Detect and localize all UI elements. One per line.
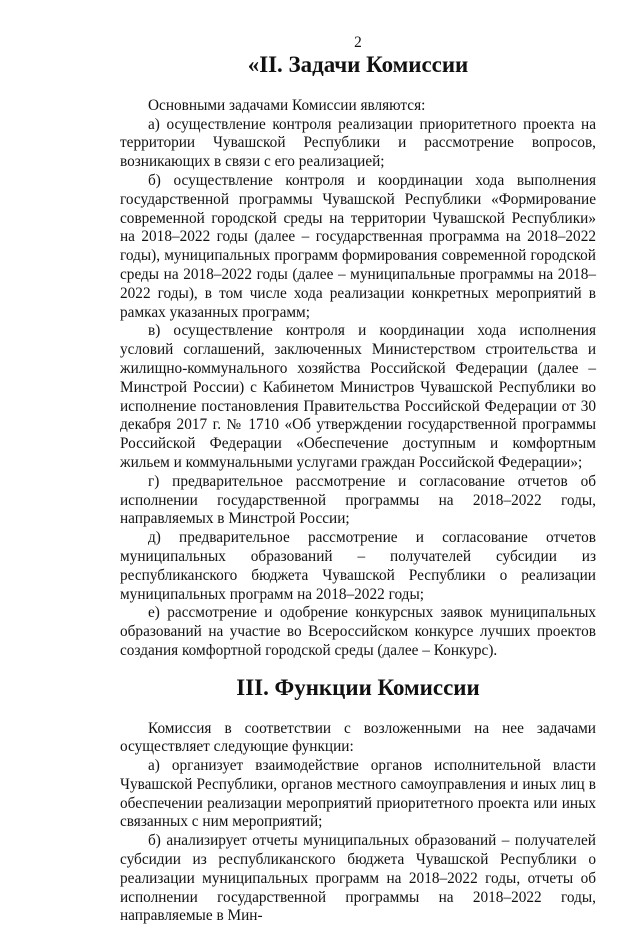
- section-2-item-a: а) осуществление контроля реализации приоритетного проекта на территории Чувашской Республики и рассмотрение вопросов, возникающих в связи с его реализацией;: [120, 115, 596, 171]
- section-2-item-d: д) предварительное рассмотрение и согласование отчетов муниципальных образований – получателей субсидии из республиканского бюджета Чувашской Республики о реализации муниципальных программ на 2018–2022 годы;: [120, 529, 596, 603]
- section-3-intro: Комиссия в соответствии с возложенными на нее задачами осуществляет следующие функции:: [120, 719, 596, 756]
- section-3-item-b: б) анализирует отчеты муниципальных образований – получателей субсидии из республиканского бюджета Чувашской Республики о реализации муниципальных программ на 2018–2022 годы, отчеты об исполнении государственной программы на 2018–2022 годы, направляемые в Мин-: [120, 832, 596, 925]
- section-2-item-v: в) осуществление контроля и координации хода исполнения условий соглашений, заключенных Министерством строительства и жилищно-коммунального хозяйства Российской Федерации (далее – Минстрой России) с Кабинетом Министров Чувашской Республики во исполнение постановления Правительства Российской Федерации от 30 декабря 2017 г. № 1710 «Об утверждении государственной программы Российской Федерации «Обеспечение доступным и комфортным жильем и коммунальными услугами граждан Российской Федерации»;: [120, 322, 596, 471]
- page-number: 2: [354, 34, 362, 51]
- section-3-item-a: а) организует взаимодействие органов исполнительной власти Чувашской Республики, органов местного самоуправления и иных лиц в обеспечении реализации мероприятий приоритетного проекта или иных связанных с ним мероприятий;: [120, 757, 596, 831]
- section-2-intro: Основными задачами Комиссии являются:: [148, 96, 426, 114]
- section-2-item-b: б) осуществление контроля и координации хода выполнения государственной программы Чувашской Республики «Формирование современной городской среды на территории Чувашской Республики» на 2018–2022 годы (далее – государственная программа на 2018–2022 годы), муниципальных программ формирования современной городской среды на 2018–2022 годы (далее – муниципальные программы на 2018–2022 годы), в том числе хода реализации конкретных мероприятий в рамках указанных программ;: [120, 171, 596, 321]
- section-2-heading: «II. Задачи Комиссии: [247, 52, 469, 77]
- document-page: [120, 34, 596, 926]
- section-2-item-g: г) предварительное рассмотрение и согласование отчетов об исполнении государственной программы на 2018–2022 годы, направляемых в Минстрой России;: [120, 472, 596, 528]
- section-2-item-e: е) рассмотрение и одобрение конкурсных заявок муниципальных образований на участие во Всероссийском конкурсе лучших проектов создания комфортной городской среды (далее – Конкурс).: [120, 604, 596, 659]
- section-3-heading: III. Функции Комиссии: [236, 674, 480, 700]
